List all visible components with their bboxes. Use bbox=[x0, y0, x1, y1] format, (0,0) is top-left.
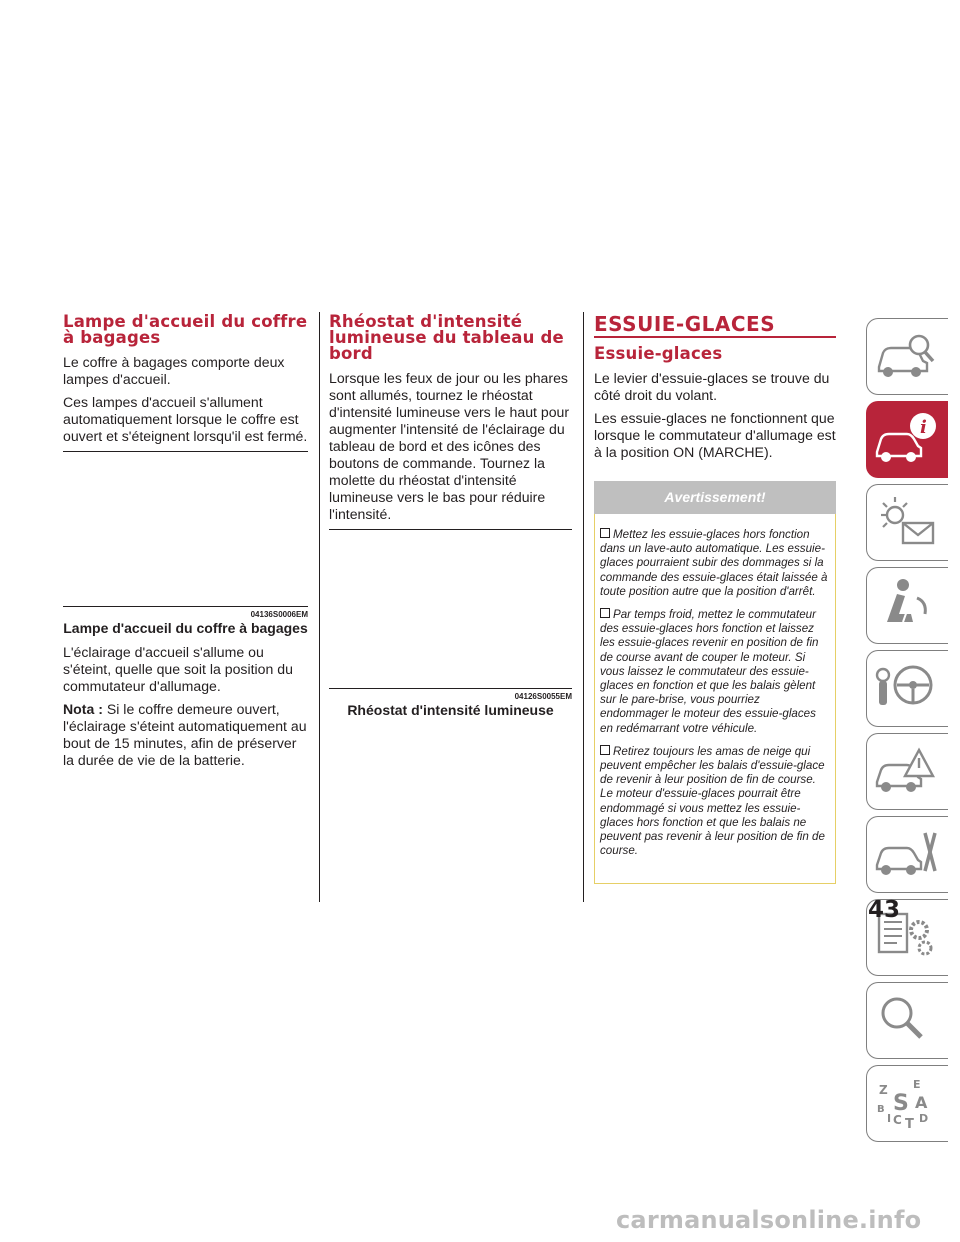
chapter-heading-wipers: ESSUIE-GLACES bbox=[594, 312, 776, 336]
svg-text:B: B bbox=[877, 1104, 885, 1115]
car-service-tools-icon bbox=[873, 825, 939, 883]
figure-caption: Lampe d'accueil du coffre à bagages bbox=[63, 620, 308, 636]
note-paragraph bbox=[63, 701, 308, 769]
column-dimmer bbox=[329, 310, 572, 726]
watermark: carmanualsonline.info bbox=[616, 1206, 922, 1234]
warning-box bbox=[594, 514, 836, 884]
tab-safety[interactable] bbox=[866, 567, 948, 644]
figure-caption: Rhéostat d'intensité lumineuse bbox=[347, 702, 554, 718]
page-number: 43 bbox=[868, 897, 901, 923]
warning-text: Par temps froid, mettez le commutateur des essuie-glaces hors fonction et laissez les essuie-glaces revenir en position de fin de course avant de couper le moteur. Si vous laissez le commutateur des essuie-glaces en fonction et que les balais gèlent sur le pare-brise, vous pourriez endommager le moteur des essuie-glaces en redémarrant votre véhicule. bbox=[600, 608, 819, 735]
svg-text:E: E bbox=[913, 1078, 921, 1091]
car-search-icon bbox=[873, 327, 939, 385]
car-info-icon bbox=[873, 410, 939, 468]
figure-image-area bbox=[63, 452, 308, 600]
svg-text:C: C bbox=[893, 1113, 902, 1127]
warning-item bbox=[600, 745, 830, 859]
bullet-square-icon bbox=[600, 745, 610, 755]
warning-title: Avertissement! bbox=[594, 481, 836, 514]
alphabet-index-icon bbox=[873, 1074, 939, 1132]
paragraph: L'éclairage d'accueil s'allume ou s'éteint, quelle que soit la position du commutateur d'allumage. bbox=[63, 644, 293, 694]
tab-warning-lights[interactable] bbox=[866, 484, 948, 561]
warning-text: Retirez toujours les amas de neige qui peuvent empêcher les balais d'essuie-glace de revenir à leur position de fin de course. Le moteur d'essuie-glaces pourrait être endommagé si vous mettez les essuie-glaces hors fonction et que les balais ne peuvent pas revenir à leur position de fin de course. bbox=[600, 744, 825, 858]
magnifier-index-icon bbox=[873, 991, 939, 1049]
figure-code: 04136S0006EM bbox=[250, 610, 308, 619]
warning-item bbox=[600, 608, 830, 736]
paragraph: Ces lampes d'accueil s'allument automatiquement lorsque le coffre est ouvert et s'éteignent lorsqu'il est fermé. bbox=[63, 394, 308, 444]
tab-car-search[interactable] bbox=[866, 318, 948, 395]
paragraph: Les essuie-glaces ne fonctionnent que lorsque le commutateur d'allumage est à la position ON (MARCHE). bbox=[594, 410, 836, 460]
note-text: Si le coffre demeure ouvert, l'éclairage s'éteint automatiquement au bout de 15 minutes, afin de préserver la durée de vie de la batterie. bbox=[63, 701, 307, 768]
figure-bottom-rule bbox=[329, 688, 572, 689]
figure-code: 04126S0055EM bbox=[514, 692, 572, 701]
svg-text:T: T bbox=[905, 1117, 914, 1132]
heading-rule bbox=[594, 336, 836, 338]
tab-servicing[interactable] bbox=[866, 816, 948, 893]
section-heading-trunk-lamp: Lampe d'accueil du coffre à bagages bbox=[63, 312, 308, 347]
tab-emergency[interactable] bbox=[866, 733, 948, 810]
column-wipers bbox=[594, 310, 836, 884]
svg-text:i: i bbox=[920, 417, 927, 438]
tab-alphabetical-index[interactable] bbox=[866, 1065, 948, 1142]
paragraph: Le coffre à bagages comporte deux lampes d'accueil. bbox=[63, 354, 285, 387]
note-label: Nota : bbox=[63, 701, 103, 717]
svg-text:A: A bbox=[915, 1093, 928, 1112]
bullet-square-icon bbox=[600, 608, 610, 618]
section-heading-dimmer: Rhéostat d'intensité lumineuse du tableau de bord bbox=[329, 312, 564, 363]
bullet-square-icon bbox=[600, 528, 610, 538]
svg-text:S: S bbox=[893, 1091, 909, 1116]
warning-item bbox=[600, 528, 830, 599]
car-breakdown-icon bbox=[873, 742, 939, 800]
warning-light-message-icon bbox=[873, 493, 939, 551]
chapter-tabs bbox=[866, 318, 948, 1148]
seat-airbag-icon bbox=[873, 576, 939, 634]
figure-image-area bbox=[329, 530, 572, 682]
figure-bottom-rule bbox=[63, 606, 308, 607]
tab-car-info[interactable] bbox=[866, 401, 948, 478]
column-trunk-lamp bbox=[63, 310, 308, 775]
section-heading-wipers: Essuie-glaces bbox=[594, 344, 723, 363]
svg-text:D: D bbox=[919, 1112, 929, 1125]
tab-starting[interactable] bbox=[866, 650, 948, 727]
svg-text:I: I bbox=[887, 1112, 892, 1125]
warning-text: Mettez les essuie-glaces hors fonction dans un lave-auto automatique. Les essuie-glaces pourraient subir des dommages si la commande des essuie-glaces était laissée à toute position autre que la position d'arrêt. bbox=[600, 528, 828, 598]
svg-text:Z: Z bbox=[879, 1083, 888, 1097]
column-divider bbox=[319, 312, 320, 902]
tab-index[interactable] bbox=[866, 982, 948, 1059]
paragraph: Lorsque les feux de jour ou les phares sont allumés, tournez le rhéostat d'intensité lumineuse vers le haut pour augmenter l'intensité de l'éclairage du tableau de bord et des icônes des boutons de commande. Tournez la molette du rhéostat d'intensité lumineuse vers le bas pour réduire l'intensité. bbox=[329, 370, 570, 522]
key-steering-wheel-icon bbox=[873, 659, 939, 717]
column-divider bbox=[583, 312, 584, 902]
paragraph: Le levier d'essuie-glaces se trouve du côté droit du volant. bbox=[594, 370, 830, 403]
